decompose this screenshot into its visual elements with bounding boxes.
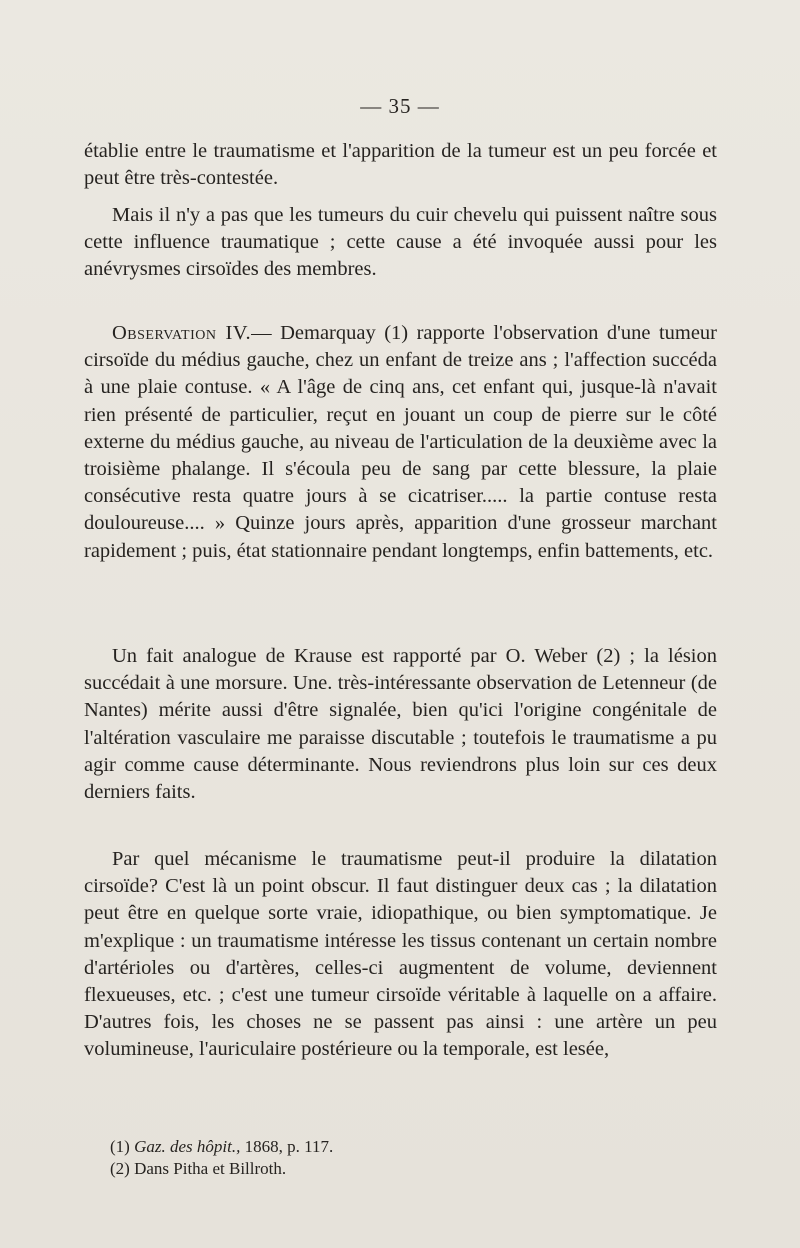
paragraph-continuation — [84, 138, 717, 192]
paragraph-text — [84, 320, 717, 565]
footnote-2-text: Dans Pitha et Billroth. — [134, 1159, 287, 1178]
page-number: — 35 — — [360, 94, 440, 118]
footnote-1-number: (1) — [110, 1137, 130, 1156]
observation-label: Observation IV. — [112, 322, 252, 344]
footnote-2 — [110, 1158, 710, 1180]
footnote-1-rest: 1868, p. 117. — [244, 1137, 334, 1156]
paragraph-krause — [84, 643, 717, 806]
paragraph-observation-iv — [84, 320, 717, 565]
paragraph-tumeurs-cuir-chevelu — [84, 202, 717, 284]
paragraph-text: Mais il n'y a pas que les tumeurs du cuir chevelu qui puissent naître sous cette influence traumatique ; cette cause a été invoquée aussi pour les anévrysmes cirsoïdes des membres. — [84, 204, 717, 281]
footnote-2-number: (2) — [110, 1159, 130, 1178]
paragraph-mecanisme — [84, 846, 717, 1064]
paragraph-text: Par quel mécanisme le traumatisme peut-il produire la dilatation cirsoïde? C'est là un point obscur. Il faut distinguer deux cas ; la dilatation peut être en quelque sorte vraie, idiopathique, ou bien symptomatique. Je m'explique : un traumatisme intéresse les tissus contenant un certain nombre d'artérioles ou d'artères, celles-ci augmentent de volume, deviennent flexueuses, etc. ; c'est une tumeur cirsoïde véritable à laquelle on a affaire. D'autres fois, les choses ne se passent pas ainsi : une artère un peu volumineuse, l'auriculaire postérieure ou la temporale, est lesée, — [84, 848, 717, 1061]
footnote-1 — [110, 1136, 710, 1158]
footnote-1-source: Gaz. des hôpit., — [134, 1137, 241, 1156]
paragraph-text: Un fait analogue de Krause est rapporté par O. Weber (2) ; la lésion succédait à une morsure. Une. très-intéressante observation de Letenneur (de Nantes) mérite aussi d'être signalée, bien qu'ici l'origine congénitale de l'altération vasculaire me paraisse discutable ; toutefois le traumatisme a pu agir comme cause déterminante. Nous reviendrons plus loin sur ces deux derniers faits. — [84, 645, 717, 804]
footnotes — [110, 1136, 710, 1180]
observation-body: — Demarquay (1) rapporte l'observation d'une tumeur cirsoïde du médius gauche, chez un enfant de treize ans ; l'affection succéda à une plaie contuse. « A l'âge de cinq ans, cet enfant qui, jusque-là n'avait rien présenté de particulier, reçut en jouant un coup de pierre sur le côté externe du médius gauche, au niveau de l'articulation de la deuxième avec la troisième phalange. Il s'écoula peu de sang par cette blessure, la plaie consécutive resta quatre jours à se cicatriser..... la partie contuse resta douloureuse.... » Quinze jours après, apparition d'une grosseur marchant rapidement ; puis, état stationnaire pendant longtemps, enfin battements, etc. — [84, 322, 718, 562]
paragraph-text: établie entre le traumatisme et l'apparition de la tumeur est un peu forcée et peut être très-contestée. — [84, 140, 717, 190]
